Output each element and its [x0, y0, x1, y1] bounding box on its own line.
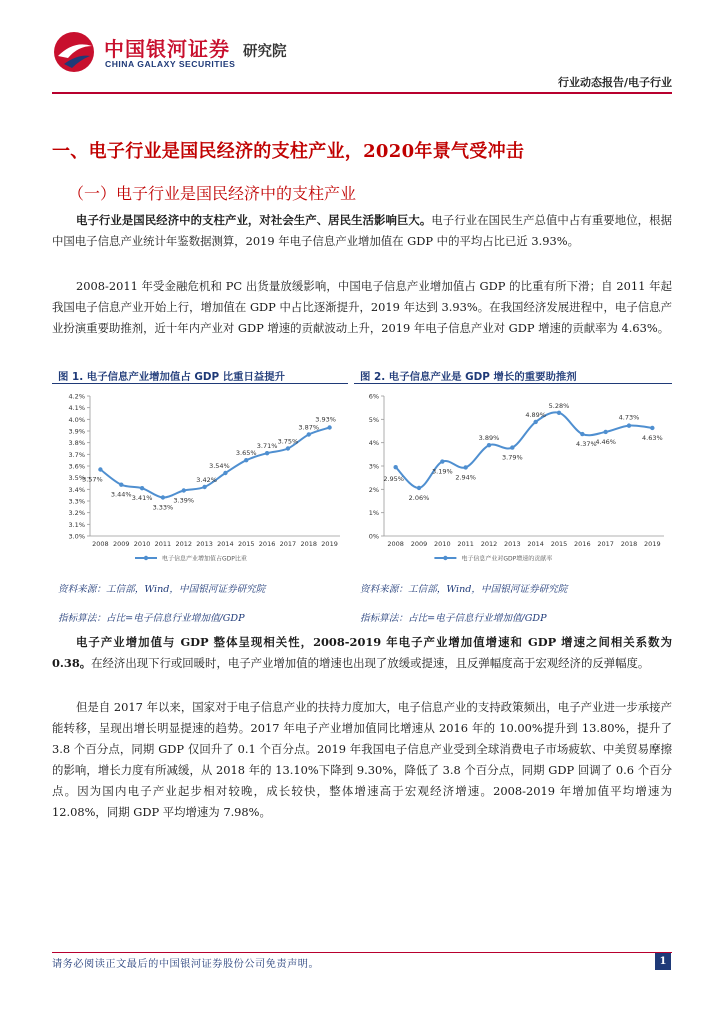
x-tick-label: 2010: [133, 540, 151, 548]
paragraph-1-lead: 电子行业是国民经济中的支柱产业，对社会生产、居民生活影响巨大。: [76, 213, 432, 227]
x-tick-label: 2013: [504, 540, 521, 548]
legend-marker: [144, 556, 148, 560]
data-point: [244, 458, 248, 462]
legend-marker: [443, 556, 447, 560]
data-label: 3.87%: [298, 423, 320, 432]
data-label: 3.39%: [173, 496, 195, 505]
data-label: 3.19%: [432, 467, 453, 476]
data-point: [161, 495, 165, 499]
data-label: 2.95%: [383, 475, 404, 484]
x-tick-label: 2016: [258, 540, 276, 548]
logo-cn-text: 中国银河证券: [104, 37, 230, 61]
x-tick-label: 2013: [196, 540, 213, 548]
data-point: [327, 425, 331, 429]
y-tick-label: 5%: [368, 415, 379, 424]
data-point: [202, 485, 206, 489]
data-point: [557, 411, 561, 415]
legend-label: 电子信息产业增加值占GDP比重: [162, 555, 247, 563]
figure-1-rule: [52, 383, 348, 384]
data-label: 5.28%: [548, 401, 570, 410]
y-tick-label: 4.2%: [68, 392, 85, 401]
data-label: 3.41%: [131, 494, 153, 503]
y-tick-label: 0%: [368, 532, 379, 541]
data-point: [182, 488, 186, 492]
data-point: [440, 459, 444, 463]
x-tick-label: 2017: [597, 540, 614, 548]
x-tick-label: 2017: [279, 540, 297, 548]
y-tick-label: 3.3%: [68, 497, 85, 506]
x-tick-label: 2015: [550, 540, 568, 548]
data-label: 3.75%: [277, 437, 299, 446]
figure-1-title: 图 1. 电子信息产业增加值占 GDP 比重日益提升: [58, 371, 286, 383]
x-tick-label: 2018: [620, 540, 638, 548]
y-tick-label: 3.5%: [68, 474, 85, 483]
x-tick-label: 2009: [112, 540, 130, 548]
data-label: 3.71%: [256, 442, 278, 451]
data-label: 3.54%: [209, 462, 230, 470]
figure-2-rule: [354, 383, 672, 384]
y-tick-label: 4.1%: [68, 404, 85, 413]
y-tick-label: 3%: [368, 462, 379, 471]
x-tick-label: 2010: [434, 540, 451, 548]
footer-divider: [52, 952, 672, 953]
y-tick-label: 6%: [368, 392, 379, 401]
data-point: [140, 486, 144, 490]
data-label: 3.44%: [110, 490, 132, 499]
data-point: [286, 446, 290, 450]
data-point: [223, 471, 227, 475]
data-point: [307, 432, 311, 436]
x-tick-label: 2019: [644, 540, 661, 548]
paragraph-1: [52, 210, 672, 252]
data-label: 2.06%: [408, 493, 430, 502]
report-type: 行业动态报告/电子行业: [557, 76, 672, 89]
x-tick-label: 2011: [154, 540, 172, 548]
data-point: [627, 423, 631, 427]
data-label: 3.79%: [502, 453, 523, 462]
paragraph-3-body: 在经济出现下行或回暖时，电子产业增加值的增速也出现了放缓或提速，且反弹幅度高于宏观经济的反弹幅度。: [91, 656, 650, 670]
figure-1-chart: [52, 386, 348, 572]
data-point: [417, 486, 421, 490]
y-tick-label: 4%: [368, 439, 379, 448]
y-tick-label: 3.8%: [68, 439, 85, 448]
figure-2-method: 指标算法：占比=电子信息行业增加值/GDP: [360, 613, 547, 624]
data-label: 2.94%: [455, 473, 476, 482]
galaxy-logo-icon: [52, 30, 96, 74]
header-divider: [52, 92, 672, 94]
page-number: 1: [655, 953, 671, 970]
x-tick-label: 2019: [321, 540, 338, 548]
x-tick-label: 2014: [217, 540, 234, 548]
paragraph-3-lead: 电子产业增加值与 GDP 整体呈现相关性，2008-2019 年电子产业增加值增速和 GDP 增速之间相关系数为 0.38。: [52, 635, 672, 670]
x-tick-label: 2011: [457, 540, 474, 548]
x-tick-label: 2018: [300, 540, 318, 548]
x-tick-label: 2008: [92, 540, 109, 548]
data-label: 3.57%: [82, 475, 103, 484]
paragraph-4: 但是自 2017 年以来，国家对于电子信息产业的扶持力度加大，电子信息产业的支持政策频出，电子产业进一步承接产能转移，呈现出增长明显提速的趋势。2017 年电子产业增加值同比增速从 2016 年的 10.00%提升到 13.80%，提升了 3.8 个百分点，同期 GDP 仅回升了 0.1 个百分点。2019 年我国电子信息产业受到全球消费电子市场疲软、中美贸易摩擦的影响，增长力度有所减缓，从 2018 年的 13.10%下降到 9.30%，降低了 3.8 个百分点，同期 GDP 回调了 0.6 个百分点。因为国内电子产业起步相对较晚，成长较快，整体增速高于宏观经济增速。2008-2019 年增加值平均增速为 12.08%，同期 GDP 平均增速为 7.98%。: [52, 700, 672, 819]
data-label: 4.63%: [642, 433, 663, 442]
data-point: [487, 443, 491, 447]
footer-disclaimer: 请务必阅读正文最后的中国银河证券股份公司免责声明。: [52, 959, 320, 970]
data-label: 4.89%: [525, 410, 546, 419]
figure-2-source: 资料来源：工信部，Wind，中国银河证券研究院: [360, 584, 568, 595]
data-point: [265, 451, 269, 455]
data-label: 4.73%: [618, 413, 640, 422]
y-tick-label: 1%: [368, 509, 379, 518]
figure-1-source: 资料来源：工信部，Wind，中国银河证券研究院: [58, 584, 266, 595]
figure-2-chart: [354, 386, 672, 572]
data-label: 3.89%: [478, 434, 500, 443]
y-tick-label: 3.2%: [68, 509, 85, 518]
data-label: 4.46%: [595, 437, 616, 446]
x-tick-label: 2012: [480, 540, 498, 548]
figure-1-method: 指标算法：占比=电子信息行业增加值/GDP: [58, 613, 245, 624]
paragraph-3: [52, 632, 672, 674]
data-label: 3.42%: [196, 476, 217, 484]
data-point: [98, 467, 102, 471]
x-tick-label: 2012: [175, 540, 193, 548]
data-point: [463, 465, 467, 469]
data-point: [393, 465, 397, 469]
y-tick-label: 3.7%: [68, 450, 85, 459]
x-tick-label: 2016: [574, 540, 591, 548]
subsection-heading: （一）电子行业是国民经济中的支柱产业: [68, 184, 357, 203]
data-point: [603, 430, 607, 434]
paragraph-2: 2008-2011 年受金融危机和 PC 出货量放缓影响，中国电子信息产业增加值占 GDP 的比重有所下滑；自 2011 年起我国电子信息产业开始上行，增加值在 GDP 中占比逐渐提升，2019 年达到 3.93%。在我国经济发展进程中，电子信息产业扮演重要助推剂，近十年内产业对 GDP 增速的贡献波动上升，2019 年电子信息产业对 GDP 增速的贡献率为 4.63%。: [52, 279, 672, 335]
x-tick-label: 2015: [237, 540, 255, 548]
y-tick-label: 2%: [368, 485, 379, 494]
logo-en-text: CHINA GALAXY SECURITIES: [105, 59, 236, 69]
institute-label: 研究院: [243, 44, 287, 60]
y-tick-label: 3.0%: [68, 532, 85, 541]
paragraph-1-body: 电子行业在国民生产总值中占有重要地位，根据中国电子信息产业统计年鉴数据测算，2019 年电子信息产业增加值在 GDP 中的平均占比已近 3.93%。: [52, 213, 672, 248]
x-tick-label: 2009: [410, 540, 428, 548]
data-label: 3.33%: [152, 503, 174, 512]
x-tick-label: 2008: [387, 540, 404, 548]
y-tick-label: 3.1%: [68, 520, 85, 529]
data-label: 4.37%: [576, 440, 597, 449]
section-heading: 一、电子行业是国民经济的支柱产业，2020年景气受冲击: [52, 141, 525, 162]
data-label: 3.65%: [235, 449, 257, 458]
y-tick-label: 4.0%: [68, 415, 85, 424]
y-tick-label: 3.4%: [68, 485, 85, 494]
y-tick-label: 3.9%: [68, 427, 85, 436]
data-point: [119, 482, 123, 486]
data-point: [533, 420, 537, 424]
figure-2-title: 图 2. 电子信息产业是 GDP 增长的重要助推剂: [360, 371, 577, 383]
legend-label: 电子信息产业对GDP增速的贡献率: [461, 555, 553, 563]
data-point: [510, 445, 514, 449]
data-point: [650, 426, 654, 430]
series-line: [396, 412, 653, 488]
y-tick-label: 3.6%: [68, 462, 85, 471]
data-point: [580, 432, 584, 436]
x-tick-label: 2014: [527, 540, 544, 548]
data-label: 3.93%: [315, 415, 336, 424]
